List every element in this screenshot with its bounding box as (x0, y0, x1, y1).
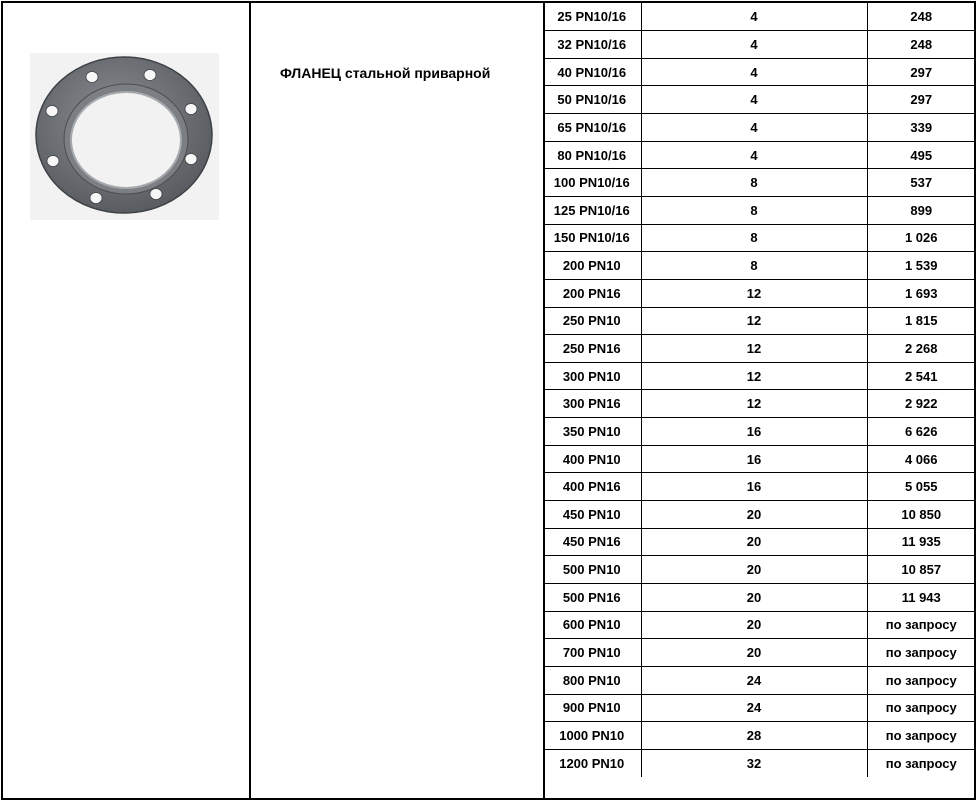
holes-cell: 24 (641, 666, 867, 694)
price-cell: 2 922 (867, 390, 975, 418)
size-cell: 900 PN10 (543, 694, 641, 722)
holes-cell: 12 (641, 307, 867, 335)
size-cell: 700 PN10 (543, 639, 641, 667)
holes-cell: 20 (641, 528, 867, 556)
price-cell: по запросу (867, 722, 975, 750)
size-cell: 200 PN16 (543, 279, 641, 307)
holes-cell: 12 (641, 362, 867, 390)
holes-cell: 20 (641, 556, 867, 584)
price-cell: 11 935 (867, 528, 975, 556)
price-cell: 4 066 (867, 445, 975, 473)
size-cell: 500 PN16 (543, 583, 641, 611)
table-row (543, 224, 975, 252)
product-name-cell (251, 3, 543, 798)
holes-cell: 32 (641, 749, 867, 777)
price-cell: 899 (867, 196, 975, 224)
price-cell: по запросу (867, 666, 975, 694)
holes-cell: 8 (641, 224, 867, 252)
size-cell: 300 PN10 (543, 362, 641, 390)
size-cell: 125 PN10/16 (543, 196, 641, 224)
size-cell: 800 PN10 (543, 666, 641, 694)
table-row (543, 196, 975, 224)
size-cell: 32 PN10/16 (543, 31, 641, 59)
holes-cell: 28 (641, 722, 867, 750)
table-row (543, 556, 975, 584)
table-row (543, 749, 975, 777)
table-row (543, 694, 975, 722)
holes-cell: 4 (641, 86, 867, 114)
steel-flange-icon (30, 53, 219, 220)
product-name: ФЛАНЕЦ стальной приварной (280, 65, 491, 81)
price-cell: 297 (867, 58, 975, 86)
holes-cell: 4 (641, 141, 867, 169)
size-cell: 40 PN10/16 (543, 58, 641, 86)
price-cell: 10 857 (867, 556, 975, 584)
size-cell: 350 PN10 (543, 418, 641, 446)
holes-cell: 16 (641, 445, 867, 473)
holes-cell: 4 (641, 58, 867, 86)
price-cell: 11 943 (867, 583, 975, 611)
table-row (543, 362, 975, 390)
price-cell: 1 815 (867, 307, 975, 335)
size-cell: 300 PN16 (543, 390, 641, 418)
table-row (543, 528, 975, 556)
product-image-cell (3, 3, 249, 798)
holes-cell: 20 (641, 611, 867, 639)
table-row (543, 639, 975, 667)
size-cell: 50 PN10/16 (543, 86, 641, 114)
price-cell: по запросу (867, 694, 975, 722)
size-cell: 600 PN10 (543, 611, 641, 639)
size-cell: 250 PN16 (543, 335, 641, 363)
price-cell: 1 539 (867, 252, 975, 280)
holes-cell: 20 (641, 501, 867, 529)
holes-cell: 8 (641, 169, 867, 197)
size-cell: 450 PN16 (543, 528, 641, 556)
price-cell: 495 (867, 141, 975, 169)
price-cell: 297 (867, 86, 975, 114)
table-row (543, 390, 975, 418)
size-cell: 400 PN16 (543, 473, 641, 501)
table-row (543, 307, 975, 335)
holes-cell: 8 (641, 196, 867, 224)
size-cell: 25 PN10/16 (543, 3, 641, 31)
table-row (543, 473, 975, 501)
price-cell: по запросу (867, 639, 975, 667)
table-row (543, 501, 975, 529)
table-row (543, 252, 975, 280)
table-row (543, 141, 975, 169)
price-cell: 5 055 (867, 473, 975, 501)
holes-cell: 20 (641, 583, 867, 611)
price-cell: по запросу (885, 755, 957, 771)
size-cell: 400 PN10 (543, 445, 641, 473)
size-cell: 450 PN10 (543, 501, 641, 529)
table-row (543, 335, 975, 363)
holes-cell: 12 (641, 279, 867, 307)
price-cell: 248 (867, 3, 975, 31)
flange-image (30, 53, 219, 220)
price-cell: 537 (867, 169, 975, 197)
size-cell: 200 PN10 (543, 252, 641, 280)
price-cell: 339 (867, 114, 975, 142)
price-cell: 2 541 (867, 362, 975, 390)
table-row (543, 169, 975, 197)
holes-cell: 12 (641, 335, 867, 363)
size-cell: 150 PN10/16 (543, 224, 641, 252)
price-table-body (543, 3, 975, 777)
table-row (543, 31, 975, 59)
price-cell: 248 (867, 31, 975, 59)
size-cell: 500 PN10 (543, 556, 641, 584)
table-row (543, 611, 975, 639)
holes-cell: 16 (641, 418, 867, 446)
size-cell: 1000 PN10 (543, 722, 641, 750)
table-row (543, 445, 975, 473)
size-cell: 250 PN10 (543, 307, 641, 335)
price-cell: 2 268 (867, 335, 975, 363)
price-cell: 1 693 (867, 279, 975, 307)
size-cell: 1200 PN10 (543, 749, 641, 777)
holes-cell: 24 (641, 694, 867, 722)
price-cell: 1 026 (867, 224, 975, 252)
table-row (543, 58, 975, 86)
holes-cell: 4 (641, 3, 867, 31)
price-table (543, 3, 975, 777)
price-cell: 6 626 (867, 418, 975, 446)
table-row (543, 3, 975, 31)
holes-cell: 20 (641, 639, 867, 667)
table-row (543, 279, 975, 307)
holes-cell: 16 (641, 473, 867, 501)
size-cell: 80 PN10/16 (543, 141, 641, 169)
price-cell: по запросу (867, 611, 975, 639)
price-cell: 10 850 (867, 501, 975, 529)
table-row (543, 114, 975, 142)
table-row (543, 583, 975, 611)
table-row (543, 418, 975, 446)
table-row (543, 86, 975, 114)
table-row (543, 666, 975, 694)
holes-cell: 4 (641, 31, 867, 59)
size-cell: 65 PN10/16 (543, 114, 641, 142)
holes-cell: 4 (641, 114, 867, 142)
holes-cell: 12 (641, 390, 867, 418)
holes-cell: 8 (641, 252, 867, 280)
table-row (543, 722, 975, 750)
size-cell: 100 PN10/16 (543, 169, 641, 197)
